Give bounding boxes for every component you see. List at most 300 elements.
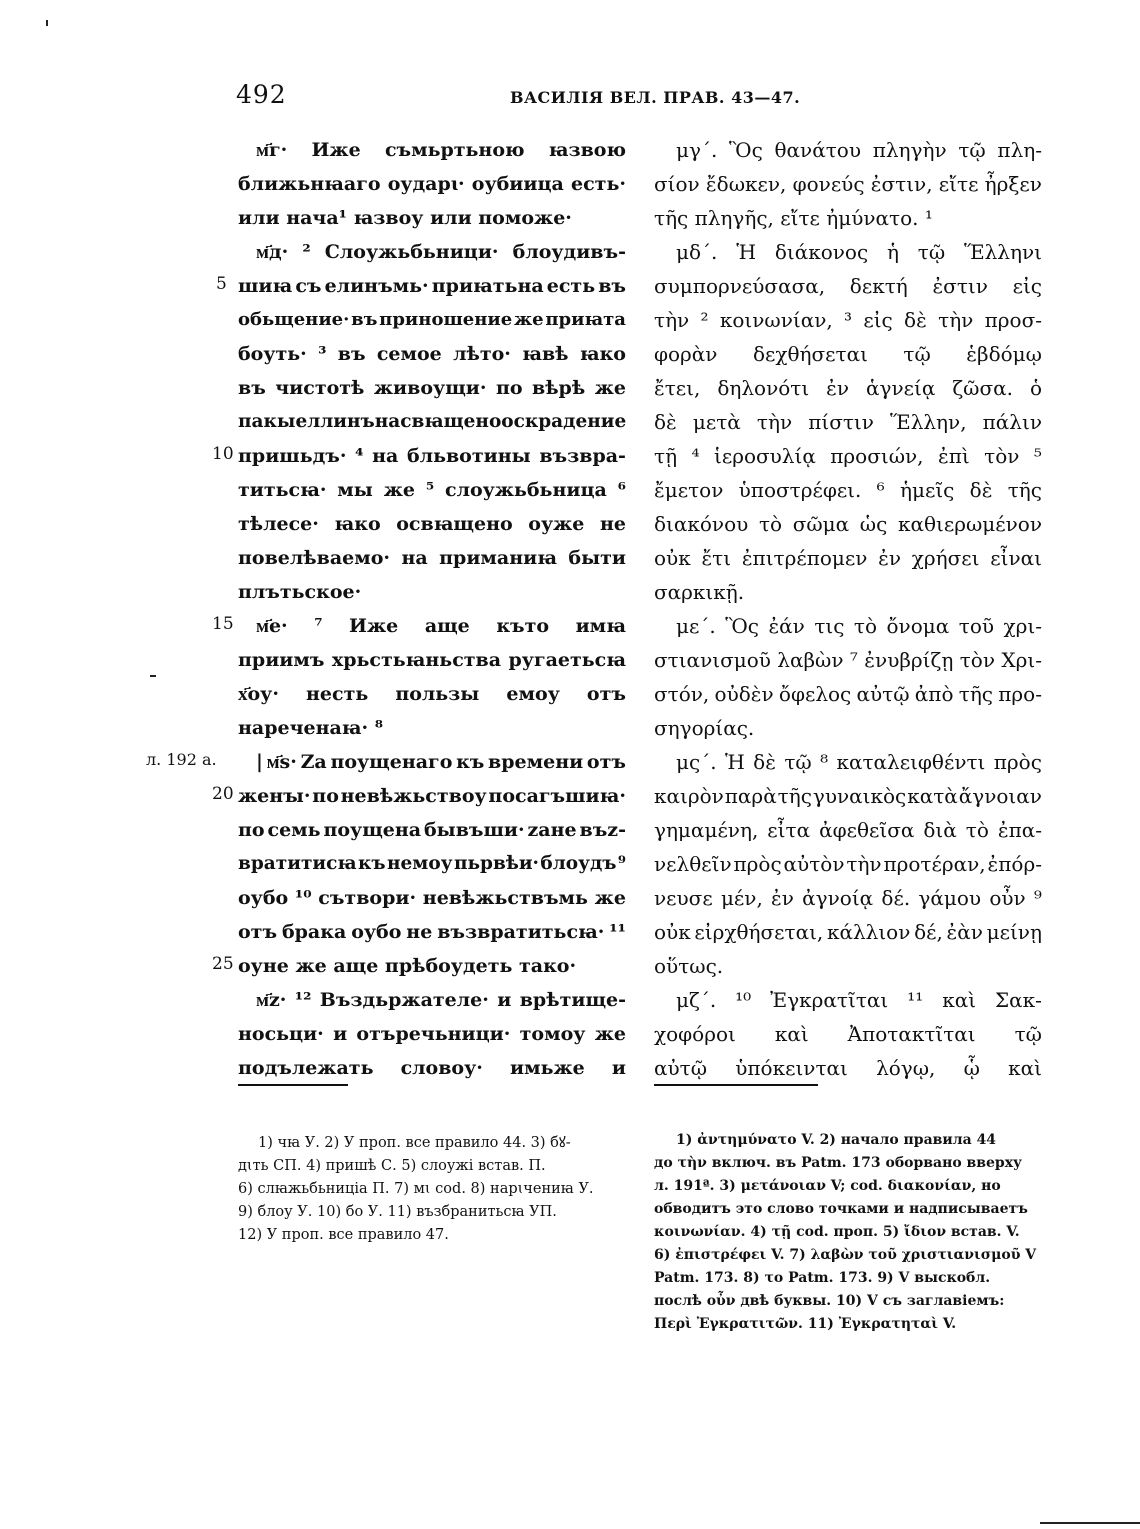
word: εἰς [1012, 274, 1042, 298]
word: τὴν [846, 852, 882, 876]
word: быти [568, 547, 626, 569]
word: имьже [509, 1057, 585, 1079]
word: μείνῃ [986, 920, 1042, 944]
word: же [383, 479, 415, 501]
word: м҃z· [256, 989, 287, 1011]
word: слоужьбьница [445, 479, 607, 501]
slavonic-line [256, 611, 626, 641]
greek-line [654, 679, 1042, 709]
greek-line [654, 339, 1042, 369]
word: брака [281, 921, 347, 943]
word: πρὸς [733, 852, 782, 876]
word: въ [337, 343, 366, 365]
word: оуже [528, 513, 585, 535]
word: Za [300, 751, 327, 773]
word: х҃оу· [238, 683, 279, 705]
word: πρὸς [993, 750, 1042, 774]
word: τῆς [958, 682, 993, 706]
word: вратитисꙗ [238, 853, 357, 874]
word: въ [238, 377, 266, 399]
word: ¹⁰ [735, 988, 752, 1012]
slavonic-line [238, 441, 626, 471]
word: τὸν [959, 648, 995, 672]
word: ⁴ [691, 444, 700, 468]
word: ὄνομα [886, 614, 950, 638]
footnote-line: 6) слꙗжьбьниціа П. 7) мꙇ cod. 8) нарꙇчениꙗ У. [238, 1181, 594, 1197]
word: καιρὸν [654, 784, 724, 808]
word: ꙗко [334, 513, 381, 535]
slavonic-line [238, 815, 626, 845]
slavonic-line: плътьское· [238, 581, 362, 603]
word: σίον [654, 172, 700, 196]
word: διὰ [923, 818, 957, 842]
word: оубиица [471, 173, 564, 195]
word: Ἕλλην, [890, 410, 967, 434]
word: οὐκ [654, 920, 691, 944]
word: приношение [379, 309, 513, 330]
word: εἰς [863, 308, 893, 332]
word: τῆς [1007, 478, 1042, 502]
word: πλη- [997, 138, 1042, 162]
word: μγ΄. [676, 138, 718, 162]
slavonic-line [238, 917, 626, 947]
word: παρὰ [724, 784, 777, 808]
word: ⁹ [617, 853, 626, 874]
word: διάκονος [774, 240, 869, 264]
footnote-line: 1) чꙗ У. 2) У проп. все правило 44. 3) бꙋ- [258, 1135, 571, 1151]
word: ближьнꙗаго [238, 173, 381, 195]
word: ⁵ [425, 479, 435, 501]
word: ἀφεθεῖσα [819, 818, 915, 842]
word: ⁴ [355, 445, 364, 467]
greek-line [654, 271, 1042, 301]
slavonic-line [238, 475, 626, 505]
word: невѣжьствъмь [422, 887, 588, 909]
word: γυναικὸς [812, 784, 907, 808]
word: νευσε [654, 886, 713, 910]
word: τῷ [784, 750, 812, 774]
word: и [497, 989, 512, 1011]
word: χρήσει [911, 546, 980, 570]
word: възвра- [539, 445, 626, 467]
word: πίστιν [808, 410, 874, 434]
word: ¹¹ [907, 988, 924, 1012]
word: словоу· [400, 1057, 483, 1079]
slavonic-line [256, 135, 626, 165]
word: ² [700, 308, 709, 332]
footnote-rule-left [238, 1084, 348, 1086]
word: εἴτε [938, 172, 979, 196]
word: ¹² [294, 989, 312, 1011]
word: пакы [238, 411, 296, 432]
word: ἡ [886, 240, 899, 264]
word: и [333, 1023, 348, 1045]
word: м҃д· [256, 241, 289, 263]
word: бывъши· [423, 819, 525, 841]
word: ὁ [1029, 376, 1042, 400]
word: προ- [998, 682, 1042, 706]
word: посагъшиꙗ· [488, 785, 626, 807]
slavonic-line [238, 271, 626, 301]
slavonic-line [238, 305, 626, 335]
word: ꙗвѣ [522, 343, 569, 365]
word: μς΄. [676, 750, 717, 774]
word: приимъ [238, 649, 325, 671]
word: отъ [238, 921, 278, 943]
slavonic-line [238, 1053, 626, 1083]
word: есть [546, 275, 596, 297]
word: есть· [571, 173, 626, 195]
slavonic-line [238, 407, 626, 437]
word: τῷ [917, 240, 946, 264]
line-number: 25 [212, 954, 234, 974]
word: προτέραν, [883, 852, 986, 876]
slavonic-line: нареченаꙗ· ⁸ [238, 717, 384, 739]
word: ⁷ [314, 615, 323, 637]
word: Σακ- [995, 988, 1042, 1012]
footnote-line: κοινωνίαν. 4) τῇ cod. проп. 5) ἴδιον встав. V. [654, 1224, 1020, 1240]
word: чистотѣ [275, 377, 365, 399]
word: ⁹ [1033, 886, 1042, 910]
word: κάλλιον [826, 920, 911, 944]
word: по [312, 785, 339, 807]
word: μζ΄. [676, 988, 717, 1012]
greek-line [654, 305, 1042, 335]
word: оубо [351, 921, 402, 943]
word: θανάτου [774, 138, 861, 162]
footnote-line: Patm. 173. 8) το Patm. 173. 9) V выскобл. [654, 1270, 991, 1286]
word: Иже [349, 615, 399, 637]
word: немоу [386, 853, 453, 874]
word: ἡμεῖς [899, 478, 955, 502]
word: титьсꙗ· [238, 479, 327, 501]
word: по [238, 819, 265, 841]
word: въ [598, 275, 626, 297]
word: на [374, 411, 401, 432]
word: ἐὰν [946, 920, 983, 944]
word: ⁵ [1033, 444, 1042, 468]
word: къто [496, 615, 550, 637]
word: елинъмь· [324, 275, 429, 297]
word: Ἡ [724, 750, 745, 774]
word: δὲ [753, 750, 776, 774]
slavonic-line [238, 339, 626, 369]
slavonic-line [238, 781, 626, 811]
word: же [594, 377, 626, 399]
word: отъ [586, 683, 626, 705]
word: καὶ [774, 1022, 809, 1046]
running-title: ВАСИЛІЯ ВЕЛ. ПРАВ. 43—47. [510, 88, 801, 107]
footnote-line: до τὴν включ. въ Patm. 173 оборвано вверху [654, 1155, 1022, 1171]
word: на [372, 445, 399, 467]
word: пришьдъ· [238, 445, 347, 467]
word: τῆς [777, 784, 812, 808]
word: εἶναι [990, 546, 1042, 570]
word: ᾧ [963, 1056, 980, 1080]
word: ἐν [771, 886, 794, 910]
word: ꙗзвою [548, 139, 626, 161]
slavonic-line [238, 849, 626, 879]
word: пьрвѣи· [453, 853, 539, 874]
word: женꙑ· [238, 785, 311, 807]
word: Ὃς [729, 138, 763, 162]
word: δηλονότι [717, 376, 810, 400]
word: отъречьници· [356, 1023, 511, 1045]
word: поущена [323, 819, 422, 841]
word: повелѣваемо· [238, 547, 391, 569]
word: приманиꙗ [439, 547, 557, 569]
word: къ [358, 853, 386, 874]
word: ἦρξεν [984, 172, 1042, 196]
word: τῷ [903, 342, 931, 366]
word: ἑβδόμῳ [966, 342, 1042, 366]
scan-speck [150, 675, 156, 677]
word: | [256, 751, 263, 773]
word: τῷ [1014, 1022, 1042, 1046]
word: γημαμένη, [654, 818, 759, 842]
footnote-line: Περὶ Ἐγκρατιτῶν. 11) Ἐγκρατηταὶ V. [654, 1316, 957, 1332]
word: αὐτῷ [856, 682, 910, 706]
line-number: 5 [216, 274, 227, 294]
word: тѣлесе· [238, 513, 319, 535]
word: ἔτει, [654, 376, 701, 400]
word: м҃ѕ· [266, 751, 297, 773]
word: ἐπὶ [938, 444, 970, 468]
word: боуть· [238, 343, 307, 365]
word: κατὰ [907, 784, 958, 808]
greek-line: οὕτως. [654, 954, 724, 978]
word: оубо [238, 887, 289, 909]
word: τῷ [958, 138, 986, 162]
line-number: 15 [212, 614, 234, 634]
scan-speck [46, 20, 48, 26]
word: καὶ [1008, 1056, 1042, 1080]
word: Ἐγκρατῖται [770, 988, 889, 1012]
word: освꙗщено [396, 513, 513, 535]
word: δεκτή [849, 274, 908, 298]
word: δὲ [904, 308, 927, 332]
slavonic-line [238, 373, 626, 403]
word: ἁγνείᾳ [866, 376, 936, 400]
word: къ [456, 751, 485, 773]
word: же [594, 887, 626, 909]
word: χρι- [1003, 614, 1042, 638]
word: οὖν [989, 886, 1026, 910]
word: семь [267, 819, 321, 841]
footnote-line: 6) ἐπιστρέφει V. 7) λαβὼν τοῦ χριστιανισμοῦ V [654, 1247, 1037, 1263]
word: νελθεῖν [654, 852, 732, 876]
word: ὡς [859, 512, 888, 536]
word: невѣжьствоу [340, 785, 487, 807]
word: м҃е· [256, 615, 288, 637]
word: несть [306, 683, 369, 705]
word: χοφόροι [654, 1022, 736, 1046]
word: Въздьржателе· [319, 989, 489, 1011]
greek-line [654, 475, 1042, 505]
word: ³ [844, 308, 853, 332]
word: ἐν [826, 376, 850, 400]
word: ἔτι [701, 546, 732, 570]
greek-line [676, 237, 1042, 267]
word: по [495, 377, 523, 399]
word: ἐνυβρίζῃ [864, 648, 954, 672]
word: ἐστιν [932, 274, 988, 298]
word: еллинъ [295, 411, 375, 432]
greek-line [654, 373, 1042, 403]
word: ὄφελος [778, 682, 852, 706]
word: καθιερωμένον [897, 512, 1042, 536]
word: γάμου [918, 886, 982, 910]
word: τὴν [756, 410, 793, 434]
word: μδ΄. [676, 240, 718, 264]
word: мы [337, 479, 373, 501]
word: имꙗ [575, 615, 626, 637]
word: семое [376, 343, 442, 365]
greek-line [654, 815, 1042, 845]
greek-line: σηγορίας. [654, 716, 755, 740]
word: τὸ [965, 818, 989, 842]
line-number: 10 [212, 444, 234, 464]
word: κοινωνίαν, [719, 308, 833, 332]
word: на [401, 547, 428, 569]
word: αὐτῷ [654, 1056, 708, 1080]
word: Ὃς [725, 614, 759, 638]
word: δέ, [914, 920, 943, 944]
word: отъ [586, 751, 626, 773]
word: не [599, 513, 626, 535]
slavonic-line [238, 679, 626, 709]
folio-margin-note: л. 192 а. [146, 750, 217, 769]
word: Ἀποτακτῖται [847, 1022, 976, 1046]
word: ἐστιν, [870, 172, 933, 196]
word: δεχθήσεται [752, 342, 868, 366]
word: блоудивъ- [512, 241, 626, 263]
slavonic-line: оуне же аще прѣбоудеть тако· [238, 955, 577, 977]
greek-line [654, 883, 1042, 913]
word: томоу [519, 1023, 586, 1045]
word: τῇ [654, 444, 678, 468]
footnote-line: 12) У проп. все правило 47. [238, 1227, 449, 1243]
word: οὐδὲν [714, 682, 774, 706]
greek-line [654, 1019, 1042, 1049]
word: сътвори· [318, 887, 417, 909]
greek-line [676, 747, 1042, 777]
word: оударꙇ· [387, 173, 465, 195]
word: ³ [318, 343, 327, 365]
word: μετὰ [692, 410, 741, 434]
word: свꙗщенооскрадение [400, 411, 627, 432]
word: ⁶ [876, 478, 885, 502]
word: λαβὼν [777, 648, 844, 672]
word: ¹¹ [609, 921, 626, 943]
footnote-line: обводитъ это слово точками и надписываетъ [654, 1201, 1028, 1217]
footnote-line: дꙇть СП. 4) пришѣ С. 5) слоужі встав. П. [238, 1158, 546, 1174]
word: ἄγνοιαν [958, 784, 1042, 808]
footnote-line: послѣ οὖν двѣ буквы. 10) V съ заглавіемъ: [654, 1293, 1005, 1309]
word: ἐπόρ- [987, 852, 1042, 876]
word: вѣрѣ [532, 377, 586, 399]
word: носьци· [238, 1023, 324, 1045]
word: ¹⁰ [294, 887, 312, 909]
word: времени [488, 751, 584, 773]
word: Иже [311, 139, 361, 161]
greek-line [676, 611, 1042, 641]
word: πληγὴν [872, 138, 947, 162]
word: Χρι- [1001, 648, 1042, 672]
word: ἐν [878, 546, 902, 570]
word: εἶτα [767, 818, 811, 842]
word: врѣтище- [519, 989, 626, 1011]
word: τὴν [938, 308, 974, 332]
footnote-line: л. 191ª. 3) μετάνοιαν V; cod. διακονίαν, но [654, 1178, 1001, 1194]
word: ⁷ [849, 648, 858, 672]
greek-line: τῆς πληγῆς, εἴτε ἠμύνατο. ¹ [654, 206, 933, 230]
greek-line [654, 1053, 1042, 1083]
footnote-line: 1) ἀντημύνατο V. 2) начало правила 44 [676, 1132, 997, 1148]
word: δὲ [969, 478, 993, 502]
word: προσιών, [830, 444, 924, 468]
word: блоудъ [540, 853, 617, 874]
word: προσ- [984, 308, 1042, 332]
word: приꙗтьна [431, 275, 544, 297]
word: οὐκ [654, 546, 691, 570]
word: δέ. [881, 886, 911, 910]
slavonic-line [256, 747, 626, 777]
word: ἐπα- [997, 818, 1042, 842]
greek-line [654, 917, 1042, 947]
word: εἰρχθήσεται, [694, 920, 824, 944]
slavonic-line [238, 509, 626, 539]
word: συμπορνεύσασα, [654, 274, 826, 298]
word: ἱεροσυλίᾳ [713, 444, 816, 468]
word: αὐτὸν [783, 852, 845, 876]
word: же [594, 1023, 626, 1045]
word: καὶ [942, 988, 977, 1012]
slavonic-line [238, 883, 626, 913]
word: τὸν [984, 444, 1020, 468]
slavonic-line [238, 1019, 626, 1049]
page-number: 492 [236, 80, 287, 109]
word: zане [527, 819, 577, 841]
greek-line [654, 441, 1042, 471]
greek-line [654, 169, 1042, 199]
word: ἔδωκεν, [705, 172, 787, 196]
greek-line [654, 781, 1042, 811]
word: Ἡ [736, 240, 757, 264]
word: обьщение· [238, 309, 350, 330]
word: Слоужьбьници· [324, 241, 499, 263]
word: приꙗта [545, 309, 626, 330]
word: ἀπὸ [914, 682, 954, 706]
word: ζῶσα. [952, 376, 1013, 400]
word: възвратитьсꙗ· [437, 921, 605, 943]
word: τὸ [758, 512, 783, 536]
footnote-rule-right [654, 1084, 818, 1086]
word: въz- [579, 819, 626, 841]
slavonic-line [256, 237, 626, 267]
word: τοῦ [958, 614, 995, 638]
word: φορὰν [654, 342, 718, 366]
slavonic-line: или нача¹ ꙗзвоу или поможе· [238, 207, 572, 229]
word: με΄. [676, 614, 716, 638]
slavonic-line [238, 169, 626, 199]
word: ἀγνοίᾳ [802, 886, 874, 910]
word: емоу [506, 683, 560, 705]
slavonic-line [238, 645, 626, 675]
greek-line [654, 543, 1042, 573]
word: ἐάν [768, 614, 805, 638]
word: м҃г· [256, 139, 288, 161]
